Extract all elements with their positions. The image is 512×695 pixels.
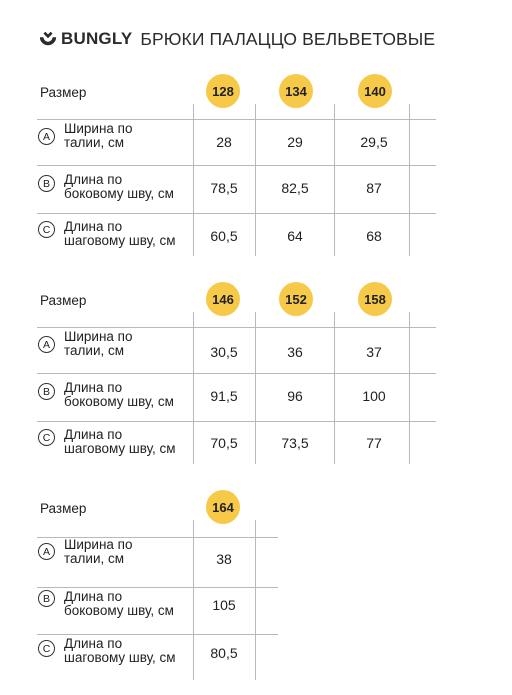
table-cell: 38 <box>216 551 232 567</box>
table-cell: 36 <box>287 344 303 360</box>
size-label: Размер <box>40 293 87 308</box>
divider <box>37 119 436 120</box>
divider <box>37 587 278 588</box>
brand-name: BUNGLY <box>61 29 133 48</box>
size-label: Размер <box>40 501 87 516</box>
table-cell: 29 <box>287 134 303 150</box>
column-divider <box>255 104 256 256</box>
row-label: Ширина по талии, см <box>64 121 133 150</box>
divider <box>37 165 436 166</box>
header <box>39 26 435 52</box>
table-cell: 80,5 <box>210 645 238 661</box>
divider <box>37 421 436 422</box>
size-badge: 140 <box>358 74 392 108</box>
row-label: Длина по шаговому шву, см <box>64 427 176 456</box>
column-divider <box>334 312 335 464</box>
size-badge: 152 <box>279 282 313 316</box>
table-cell: 37 <box>366 344 382 360</box>
column-divider <box>409 104 410 256</box>
row-label: Длина по шаговому шву, см <box>64 219 176 248</box>
row-letter-b: B <box>38 590 55 607</box>
table-cell: 30,5 <box>210 344 238 360</box>
size-badge: 146 <box>206 282 240 316</box>
table-cell: 91,5 <box>210 388 238 404</box>
table-cell: 78,5 <box>210 180 238 196</box>
table-cell: 96 <box>287 388 303 404</box>
table-cell: 64 <box>287 228 303 244</box>
column-divider <box>255 520 256 680</box>
size-label: Размер <box>40 85 87 100</box>
row-letter-c: C <box>38 640 55 657</box>
row-label: Длина по боковому шву, см <box>64 589 174 618</box>
table-cell: 82,5 <box>281 180 309 196</box>
table-cell: 68 <box>366 228 382 244</box>
row-label: Длина по шаговому шву, см <box>64 636 176 665</box>
row-letter-c: C <box>38 429 55 446</box>
table-cell: 105 <box>212 597 236 613</box>
page-title: БРЮКИ ПАЛАЦЦО ВЕЛЬВЕТОВЫЕ <box>140 28 436 49</box>
divider <box>37 373 436 374</box>
row-letter-b: B <box>38 175 55 192</box>
row-letter-a: A <box>38 543 55 560</box>
table-cell: 28 <box>216 134 232 150</box>
size-badge: 134 <box>279 74 313 108</box>
row-label: Длина по боковому шву, см <box>64 172 174 201</box>
column-divider <box>409 312 410 464</box>
table-cell: 100 <box>362 388 386 404</box>
bungly-logo-icon <box>39 30 57 48</box>
divider <box>37 327 436 328</box>
size-badge: 158 <box>358 282 392 316</box>
column-divider <box>255 312 256 464</box>
size-badge: 128 <box>206 74 240 108</box>
row-label: Ширина по талии, см <box>64 329 133 358</box>
table-cell: 73,5 <box>281 435 309 451</box>
table-cell: 29,5 <box>360 134 388 150</box>
table-cell: 70,5 <box>210 435 238 451</box>
row-label: Длина по боковому шву, см <box>64 380 174 409</box>
row-letter-b: B <box>38 383 55 400</box>
row-letter-c: C <box>38 221 55 238</box>
row-label: Ширина по талии, см <box>64 537 133 566</box>
size-badge: 164 <box>206 490 240 524</box>
column-divider <box>334 104 335 256</box>
table-cell: 87 <box>366 180 382 196</box>
divider <box>37 634 278 635</box>
table-cell: 77 <box>366 435 382 451</box>
row-letter-a: A <box>38 336 55 353</box>
divider <box>37 213 436 214</box>
table-cell: 60,5 <box>210 228 238 244</box>
row-letter-a: A <box>38 128 55 145</box>
